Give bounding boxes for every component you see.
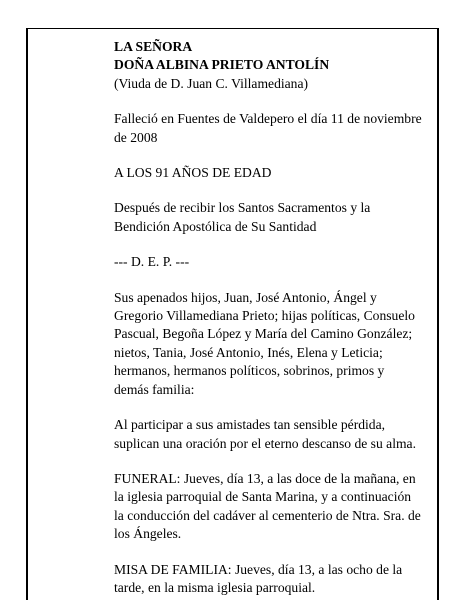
title-line-2: DOÑA ALBINA PRIETO ANTOLÍN <box>114 57 330 73</box>
family-mass-paragraph: MISA DE FAMILIA: Jueves, día 13, a las ocho de la tarde, en la misma iglesia parroquial. <box>114 561 403 595</box>
subtitle: (Viuda de D. Juan C. Villamediana) <box>114 75 309 91</box>
funeral-paragraph: FUNERAL: Jueves, día 13, a las doce de la mañana, en la iglesia parroquial de Santa Marina, y a continuación la conducción del cadáver al cementerio de Ntra. Sra. de los Ángeles. <box>114 470 421 542</box>
notice-text <box>114 38 422 614</box>
border-right <box>437 28 439 600</box>
title-line-1: LA SEÑORA <box>114 39 193 54</box>
family-paragraph: Sus apenados hijos, Juan, José Antonio, Ángel y Gregorio Villamediana Prieto; hijas políticas, Consuelo Pascual, Begoña López y María del Camino González; nietos, Tania, José Antonio, Inés, Elena y Leticia; hermanos, hermanos políticos, sobrinos, primos y demás familia: <box>114 289 415 397</box>
death-info: Falleció en Fuentes de Valdepero el día 11 de noviembre de 2008 <box>114 111 422 145</box>
sacraments: Después de recibir los Santos Sacramentos y la Bendición Apostólica de Su Santidad <box>114 200 371 234</box>
border-left <box>26 28 28 600</box>
request-paragraph: Al participar a sus amistades tan sensible pérdida, suplican una oración por el eterno descanso de su alma. <box>114 417 416 451</box>
heading-block <box>114 38 422 93</box>
rip: --- D. E. P. --- <box>114 254 190 270</box>
border-top <box>26 28 439 29</box>
age: A LOS 91 AÑOS DE EDAD <box>114 165 272 181</box>
